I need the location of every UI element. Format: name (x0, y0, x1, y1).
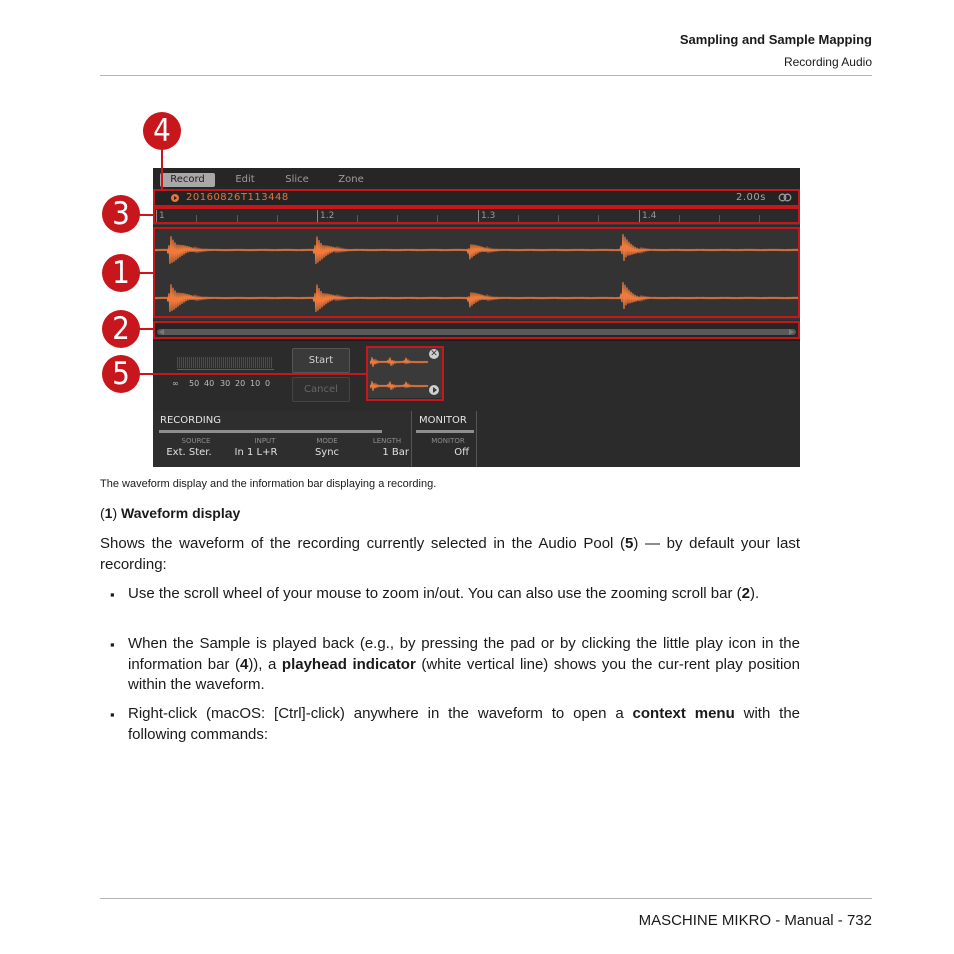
header-divider (100, 75, 872, 76)
param-label-source: SOURCE (181, 437, 211, 445)
monitor-section-bar (416, 430, 474, 433)
parameters-area (153, 411, 800, 467)
callout-2: 2 (102, 310, 140, 348)
recording-duration: 2.00s (736, 192, 766, 203)
intro-paragraph: Shows the waveform of the recording currently selected in the Audio Pool (5) — by default your last recording: (100, 535, 801, 573)
callout-line (139, 328, 155, 330)
callout-line (139, 214, 155, 216)
footer-page-info: MASCHINE MIKRO - Manual - 732 (638, 912, 872, 929)
callout-1: 1 (102, 254, 140, 292)
param-label-mode: MODE (316, 437, 338, 445)
footer-divider (100, 898, 872, 899)
recording-section-bar (159, 430, 382, 433)
param-value-length[interactable]: 1 Bar (382, 447, 409, 458)
param-value-monitor[interactable]: Off (454, 447, 469, 458)
bullet-marker: ▪ (110, 637, 115, 652)
param-label-length: LENGTH (372, 437, 402, 445)
waveform-highlight (153, 227, 800, 318)
ruler-label: 1.2 (320, 211, 335, 221)
meter-scale-label: 50 (189, 379, 200, 388)
param-value-input[interactable]: In 1 L+R (234, 447, 278, 458)
recording-section-header: RECORDING (160, 415, 221, 426)
param-label-monitor: MONITOR (431, 437, 465, 445)
figure-caption: The waveform display and the information bar displaying a recording. (100, 478, 437, 490)
section-title: Recording Audio (783, 55, 872, 69)
bullet-item: Use the scroll wheel of your mouse to zoom in/out. You can also use the zooming scroll bar (2). (128, 585, 760, 602)
meter-scale-label: 30 (220, 379, 231, 388)
callout-line (139, 373, 368, 375)
bullet-item: When the Sample is played back (e.g., by pressing the pad or by clicking the little play icon in the information bar (4)), a playhead indicator (white vertical line) shows you the cur-rent play position within the waveform. (128, 635, 800, 693)
record-controls (153, 340, 800, 411)
info-bar-highlight (153, 189, 800, 207)
callout-3: 3 (102, 195, 140, 233)
monitor-section-header: MONITOR (419, 415, 467, 426)
chapter-title: Sampling and Sample Mapping (679, 32, 872, 47)
section-heading: (1) Waveform display (100, 505, 241, 521)
recording-name: 20160826T113448 (186, 192, 289, 203)
meter-scale-label: 20 (235, 379, 246, 388)
callout-5: 5 (102, 355, 140, 393)
param-value-source[interactable]: Ext. Ster. (166, 447, 212, 458)
param-label-input: INPUT (254, 437, 276, 445)
cancel-button[interactable]: Cancel (292, 377, 350, 402)
meter-scale-label: ∞ (172, 379, 179, 388)
bullet-item: Right-click (macOS: [Ctrl]-click) anywhere in the waveform to open a context menu with the following commands: (128, 705, 801, 743)
audio-pool-highlight (366, 346, 444, 401)
ruler-highlight (153, 207, 800, 224)
tab-bar (153, 168, 800, 190)
meter-scale-label: 0 (265, 379, 271, 388)
tab-zone[interactable]: Zone (338, 174, 364, 185)
callout-line (161, 146, 163, 191)
callout-4: 4 (143, 112, 181, 150)
meter-scale-label: 10 (250, 379, 261, 388)
level-meter (177, 357, 275, 371)
bullet-marker: ▪ (110, 707, 115, 722)
start-button[interactable]: Start (292, 348, 350, 373)
bullet-marker: ▪ (110, 587, 115, 602)
tab-edit[interactable]: Edit (235, 174, 255, 185)
close-icon[interactable]: ✕ (430, 349, 438, 359)
callout-line (139, 272, 155, 274)
meter-scale-label: 40 (204, 379, 215, 388)
ruler-label: 1 (159, 211, 165, 221)
ruler-label: 1.4 (642, 211, 657, 221)
tab-slice[interactable]: Slice (285, 174, 309, 185)
ruler-label: 1.3 (481, 211, 496, 221)
param-value-mode[interactable]: Sync (314, 447, 340, 458)
scrollbar-highlight (153, 321, 800, 339)
tab-record[interactable]: Record (160, 173, 215, 187)
